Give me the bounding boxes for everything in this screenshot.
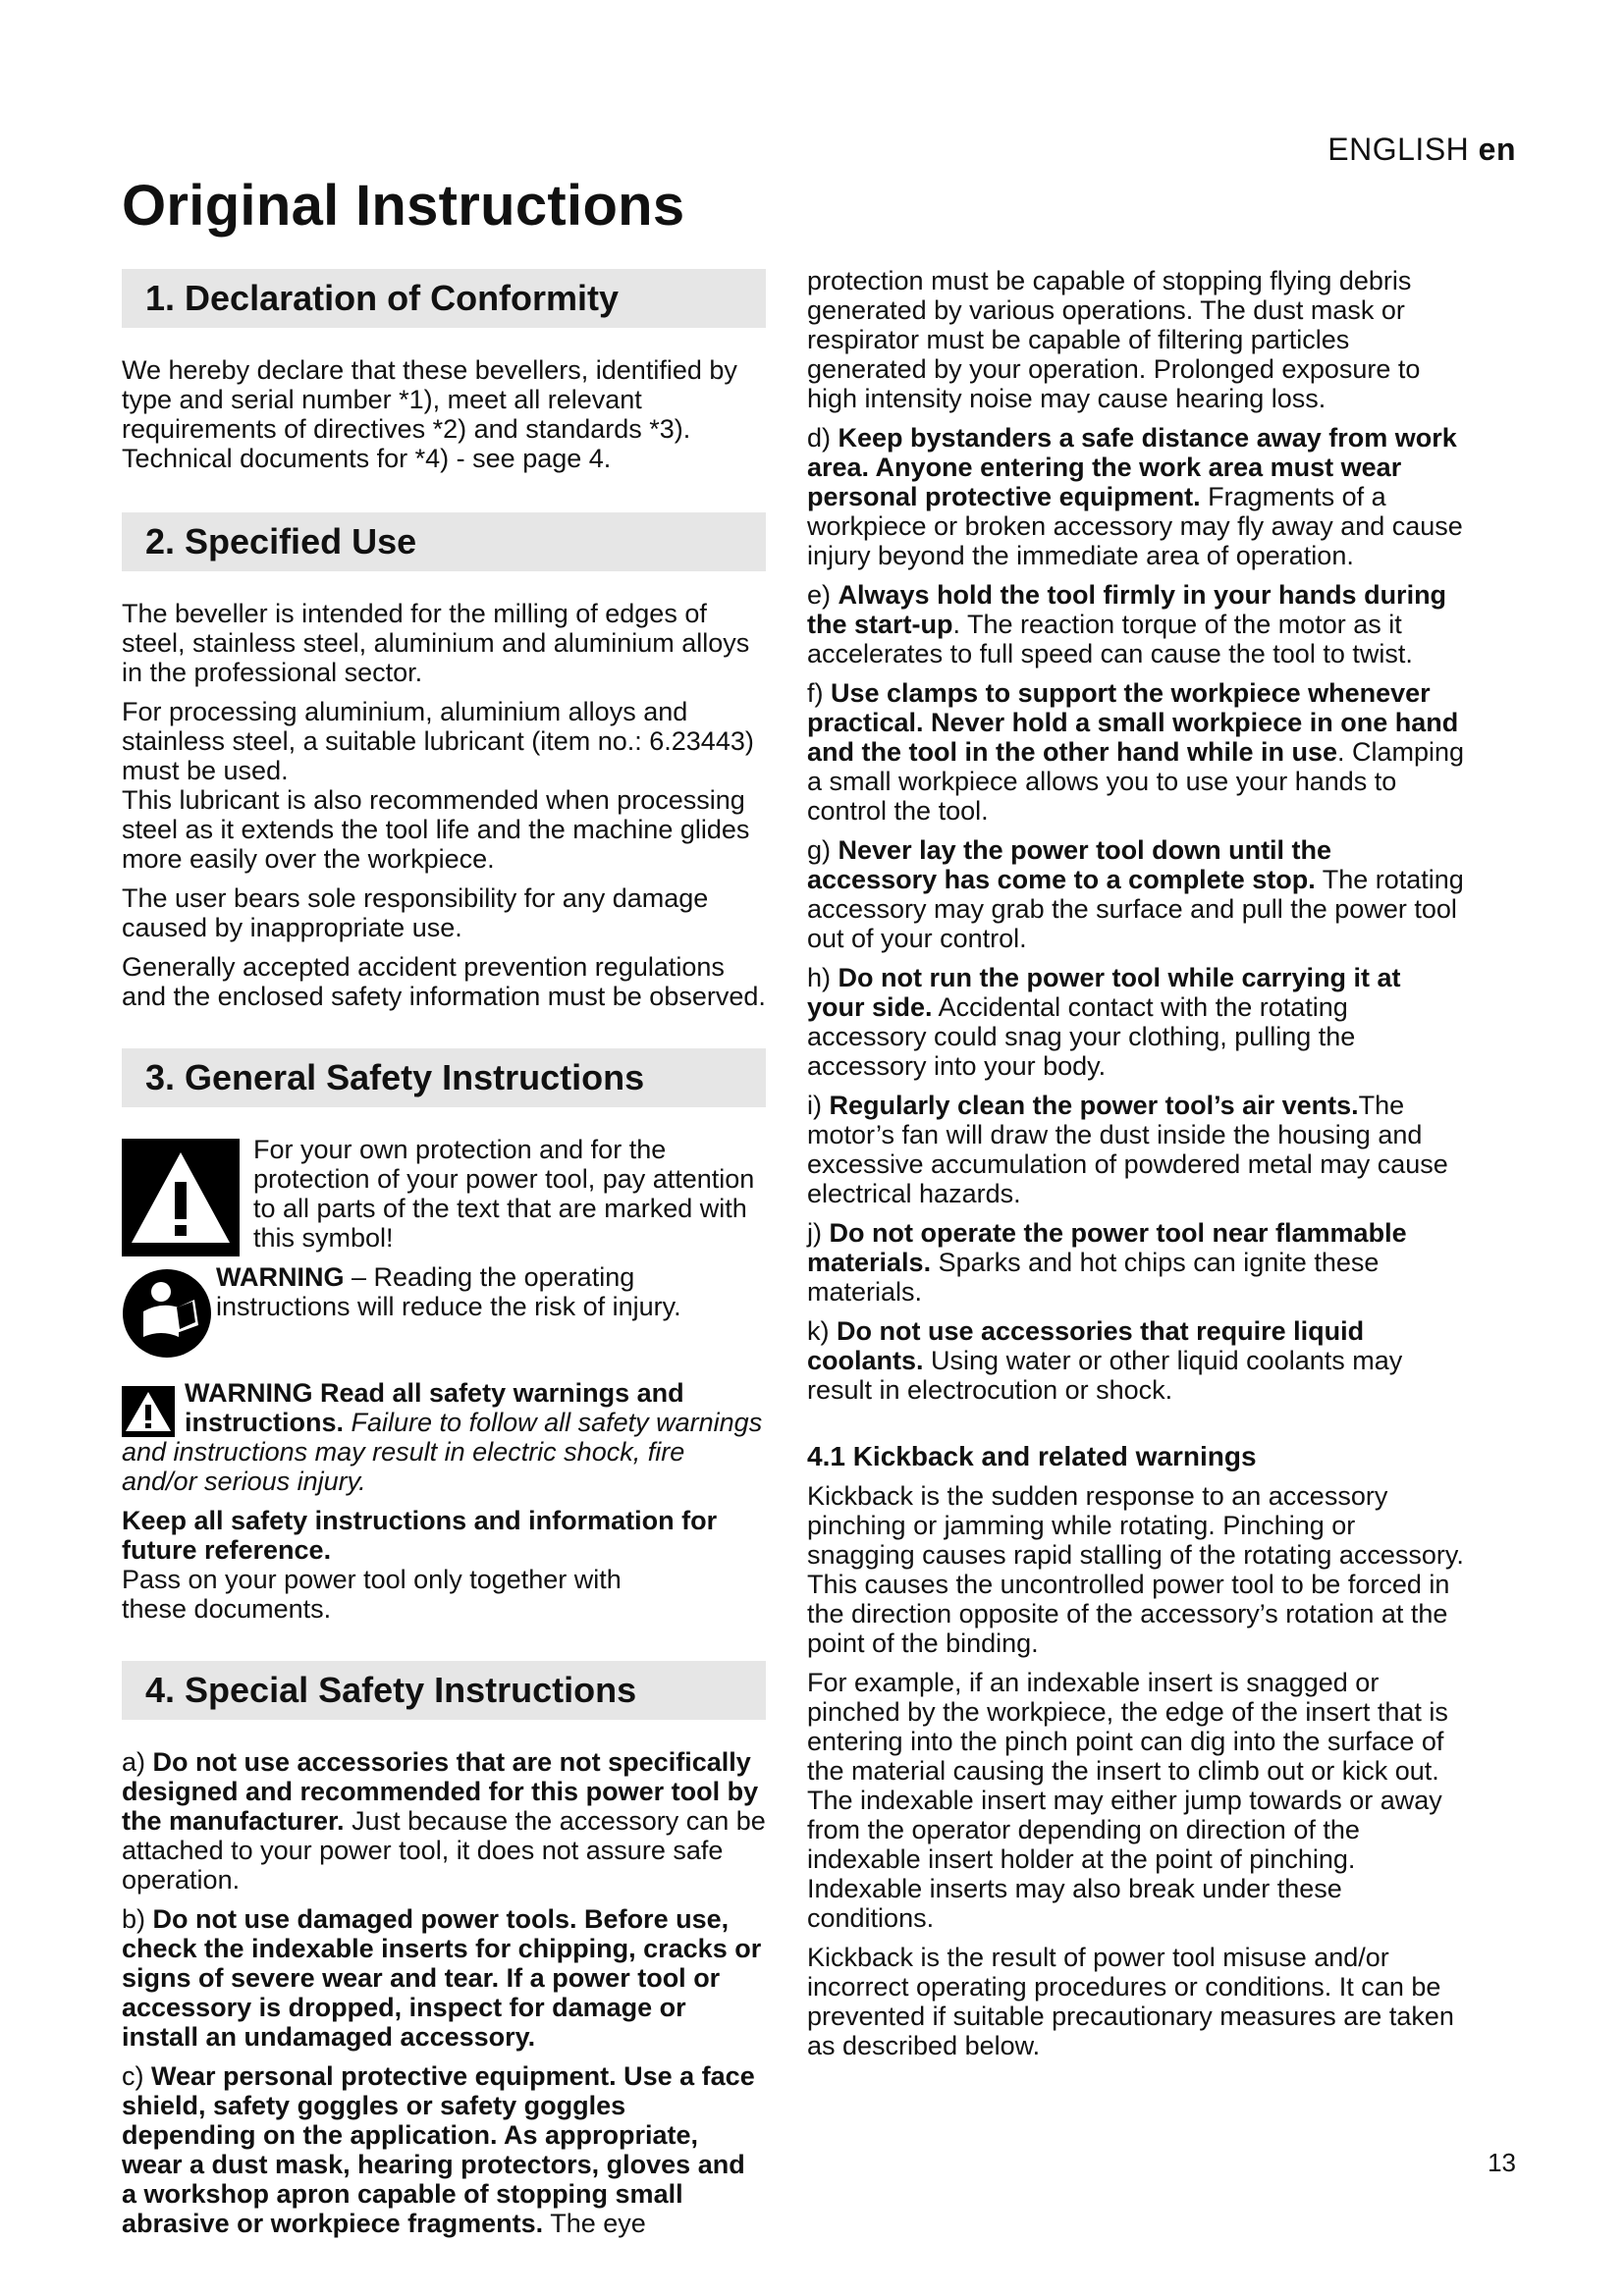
item-h — [807, 963, 1465, 1081]
language-name: ENGLISH — [1327, 132, 1470, 167]
warning-triangle-icon — [122, 1139, 240, 1256]
kickback-p3: Kickback is the result of power tool misuse and/or incorrect operating procedures or conditions. It can be prevented if suitable precautionary measures are taken as described below. — [807, 1943, 1454, 2060]
item-c-label: c) — [122, 2061, 151, 2091]
item-c-bold: Wear personal protective equipment. Use a face shield, safety goggles or safety goggles depending on the application. As appropriate, wear a dust mask, hearing protectors, gloves and a workshop apron capable of stopping small abrasive or workpiece fragments. — [122, 2061, 755, 2238]
item-c-text: The eye — [543, 2209, 646, 2238]
item-j-text: Sparks and hot chips can ignite these materials. — [807, 1248, 1380, 1307]
item-b-label: b) — [122, 1904, 153, 1934]
conformity-text: We hereby declare that these bevellers, identified by type and serial number *1), meet all relevant requirements of directives *2) and standards *3). Technical documents for *4) - see page 4. — [122, 355, 737, 473]
item-a-label: a) — [122, 1747, 153, 1777]
item-e — [807, 580, 1465, 668]
item-h-bold: Do not run the power tool while carrying it at your side. — [807, 963, 1401, 1022]
read-all-warnings-bold: WARNING Read all safety warnings and instructions. — [185, 1378, 684, 1437]
item-b-bold: Do not use damaged power tools. Before use, check the indexable inserts for chipping, cracks or signs of severe wear and tear. If a power tool or accessory is dropped, inspect for damage or install an undamaged accessory. — [122, 1904, 762, 2052]
item-d-bold: Keep bystanders a safe distance away from work area. Anyone entering the work area must wear personal protective equipment. — [807, 423, 1457, 511]
read-all-warnings — [122, 1378, 766, 1496]
item-d — [807, 423, 1465, 570]
item-a-bold: Do not use accessories that are not specifically designed and recommended for this power tool by the manufacturer. — [122, 1747, 759, 1836]
section-heading-general-safety: 3. General Safety Instructions — [122, 1048, 766, 1107]
item-d-text: Fragments of a workpiece or broken accessory may fly away and cause injury beyond the immediate area of operation. — [807, 482, 1463, 570]
item-g — [807, 835, 1465, 953]
item-i — [807, 1091, 1465, 1208]
read-warning-label: WARNING — [216, 1262, 345, 1292]
kickback-heading: 4.1 Kickback and related warnings — [807, 1441, 1257, 1471]
item-d-label: d) — [807, 423, 839, 453]
section-heading-special-safety: 4. Special Safety Instructions — [122, 1661, 766, 1720]
specified-use-p1: The beveller is intended for the milling of edges of steel, stainless steel, aluminium and aluminium alloys in the professional sector. — [122, 599, 750, 687]
item-j-bold: Do not operate the power tool near flammable materials. — [807, 1218, 1407, 1277]
item-k-text: Using water or other liquid coolants may result in electrocution or shock. — [807, 1346, 1403, 1405]
item-f-text: . Clamping a small workpiece allows you to use your hands to control the tool. — [807, 737, 1465, 826]
item-h-label: h) — [807, 963, 839, 992]
item-f — [807, 678, 1465, 826]
item-c — [122, 2061, 766, 2238]
pass-on-text: Pass on your power tool only together with these documents. — [122, 1565, 622, 1624]
item-h-text: Accidental contact with the rotating accessory could snag your clothing, pulling the accessory into your body. — [807, 992, 1356, 1081]
item-j-label: j) — [807, 1218, 830, 1248]
item-e-label: e) — [807, 580, 839, 610]
symbol-note-text: For your own protection and for the protection of your power tool, pay attention to all parts of the text that are marked with this symbol! — [253, 1135, 755, 1253]
left-column — [122, 269, 766, 2248]
read-all-warnings-italic: Failure to follow all safety warnings and instructions may result in electric shock, fire and/or serious injury. — [122, 1408, 763, 1496]
keep-instructions: Keep all safety instructions and information for future reference. — [122, 1506, 718, 1565]
item-i-text: The motor’s fan will draw the dust inside the housing and excessive accumulation of powdered metal may cause electrical hazards. — [807, 1091, 1448, 1208]
item-i-bold: Regularly clean the power tool’s air vents. — [829, 1091, 1359, 1120]
language-label — [1327, 132, 1516, 168]
section-heading-specified-use: 2. Specified Use — [122, 512, 766, 571]
warning-small-icon — [122, 1386, 175, 1437]
specified-use-p3: This lubricant is also recommended when processing steel as it extends the tool life and the machine glides more easily over the workpiece. — [122, 785, 750, 874]
specified-use-p5: Generally accepted accident prevention regulations and the enclosed safety information must be observed. — [122, 952, 766, 1011]
eye-protection-continued: protection must be capable of stopping flying debris generated by various operations. The dust mask or respirator must be capable of filtering particles generated by your operation. Prolonged exposure to high intensity noise may cause hearing loss. — [807, 266, 1421, 413]
symbol-note — [122, 1135, 766, 1256]
page-number: 13 — [1488, 2148, 1516, 2177]
right-column — [807, 266, 1465, 2070]
item-a — [122, 1747, 766, 1895]
item-f-bold: Use clamps to support the workpiece whenever practical. Never hold a small workpiece in one hand and the tool in the other hand while in use — [807, 678, 1459, 767]
read-manual-text — [216, 1262, 766, 1321]
item-b — [122, 1904, 766, 2052]
item-e-text: . The reaction torque of the motor as it accelerates to full speed can cause the tool to twist. — [807, 610, 1413, 668]
item-g-text: The rotating accessory may grab the surface and pull the power tool out of your control. — [807, 865, 1464, 953]
item-f-label: f) — [807, 678, 831, 708]
specified-use-p2: For processing aluminium, aluminium alloys and stainless steel, a suitable lubricant (item no.: 6.23443) must be used. — [122, 697, 754, 785]
page-title: Original Instructions — [122, 174, 685, 238]
read-manual-icon — [122, 1268, 212, 1359]
kickback-p2: For example, if an indexable insert is snagged or pinched by the workpiece, the edge of the insert that is entering into the pinch point can dig into the surface of the material causing the insert to climb out or kick out. The indexable insert may either jump towards or away from the operator depending on direction of the indexable insert holder at the point of pinching. Indexable inserts may also break under these conditions. — [807, 1668, 1448, 1933]
language-code: en — [1478, 132, 1516, 167]
item-k-bold: Do not use accessories that require liquid coolants. — [807, 1316, 1365, 1375]
item-e-bold: Always hold the tool firmly in your hands during the start-up — [807, 580, 1447, 639]
item-g-bold: Never lay the power tool down until the accessory has come to a complete stop. — [807, 835, 1332, 894]
specified-use-p4: The user bears sole responsibility for any damage caused by inappropriate use. — [122, 883, 709, 942]
read-warning-text: – Reading the operating instructions will reduce the risk of injury. — [216, 1262, 681, 1321]
read-manual-note — [122, 1262, 766, 1359]
item-k — [807, 1316, 1465, 1405]
item-i-label: i) — [807, 1091, 830, 1120]
item-j — [807, 1218, 1465, 1307]
item-g-label: g) — [807, 835, 839, 865]
section-heading-conformity: 1. Declaration of Conformity — [122, 269, 766, 328]
kickback-p1: Kickback is the sudden response to an accessory pinching or jamming while rotating. Pinching or snagging causes rapid stalling of the rotating accessory. This causes the uncontrolled power tool to be forced in the direction opposite of the accessory’s rotation at the point of the binding. — [807, 1481, 1464, 1658]
item-a-text: Just because the accessory can be attached to your power tool, it does not assure safe operation. — [122, 1806, 766, 1895]
item-k-label: k) — [807, 1316, 837, 1346]
